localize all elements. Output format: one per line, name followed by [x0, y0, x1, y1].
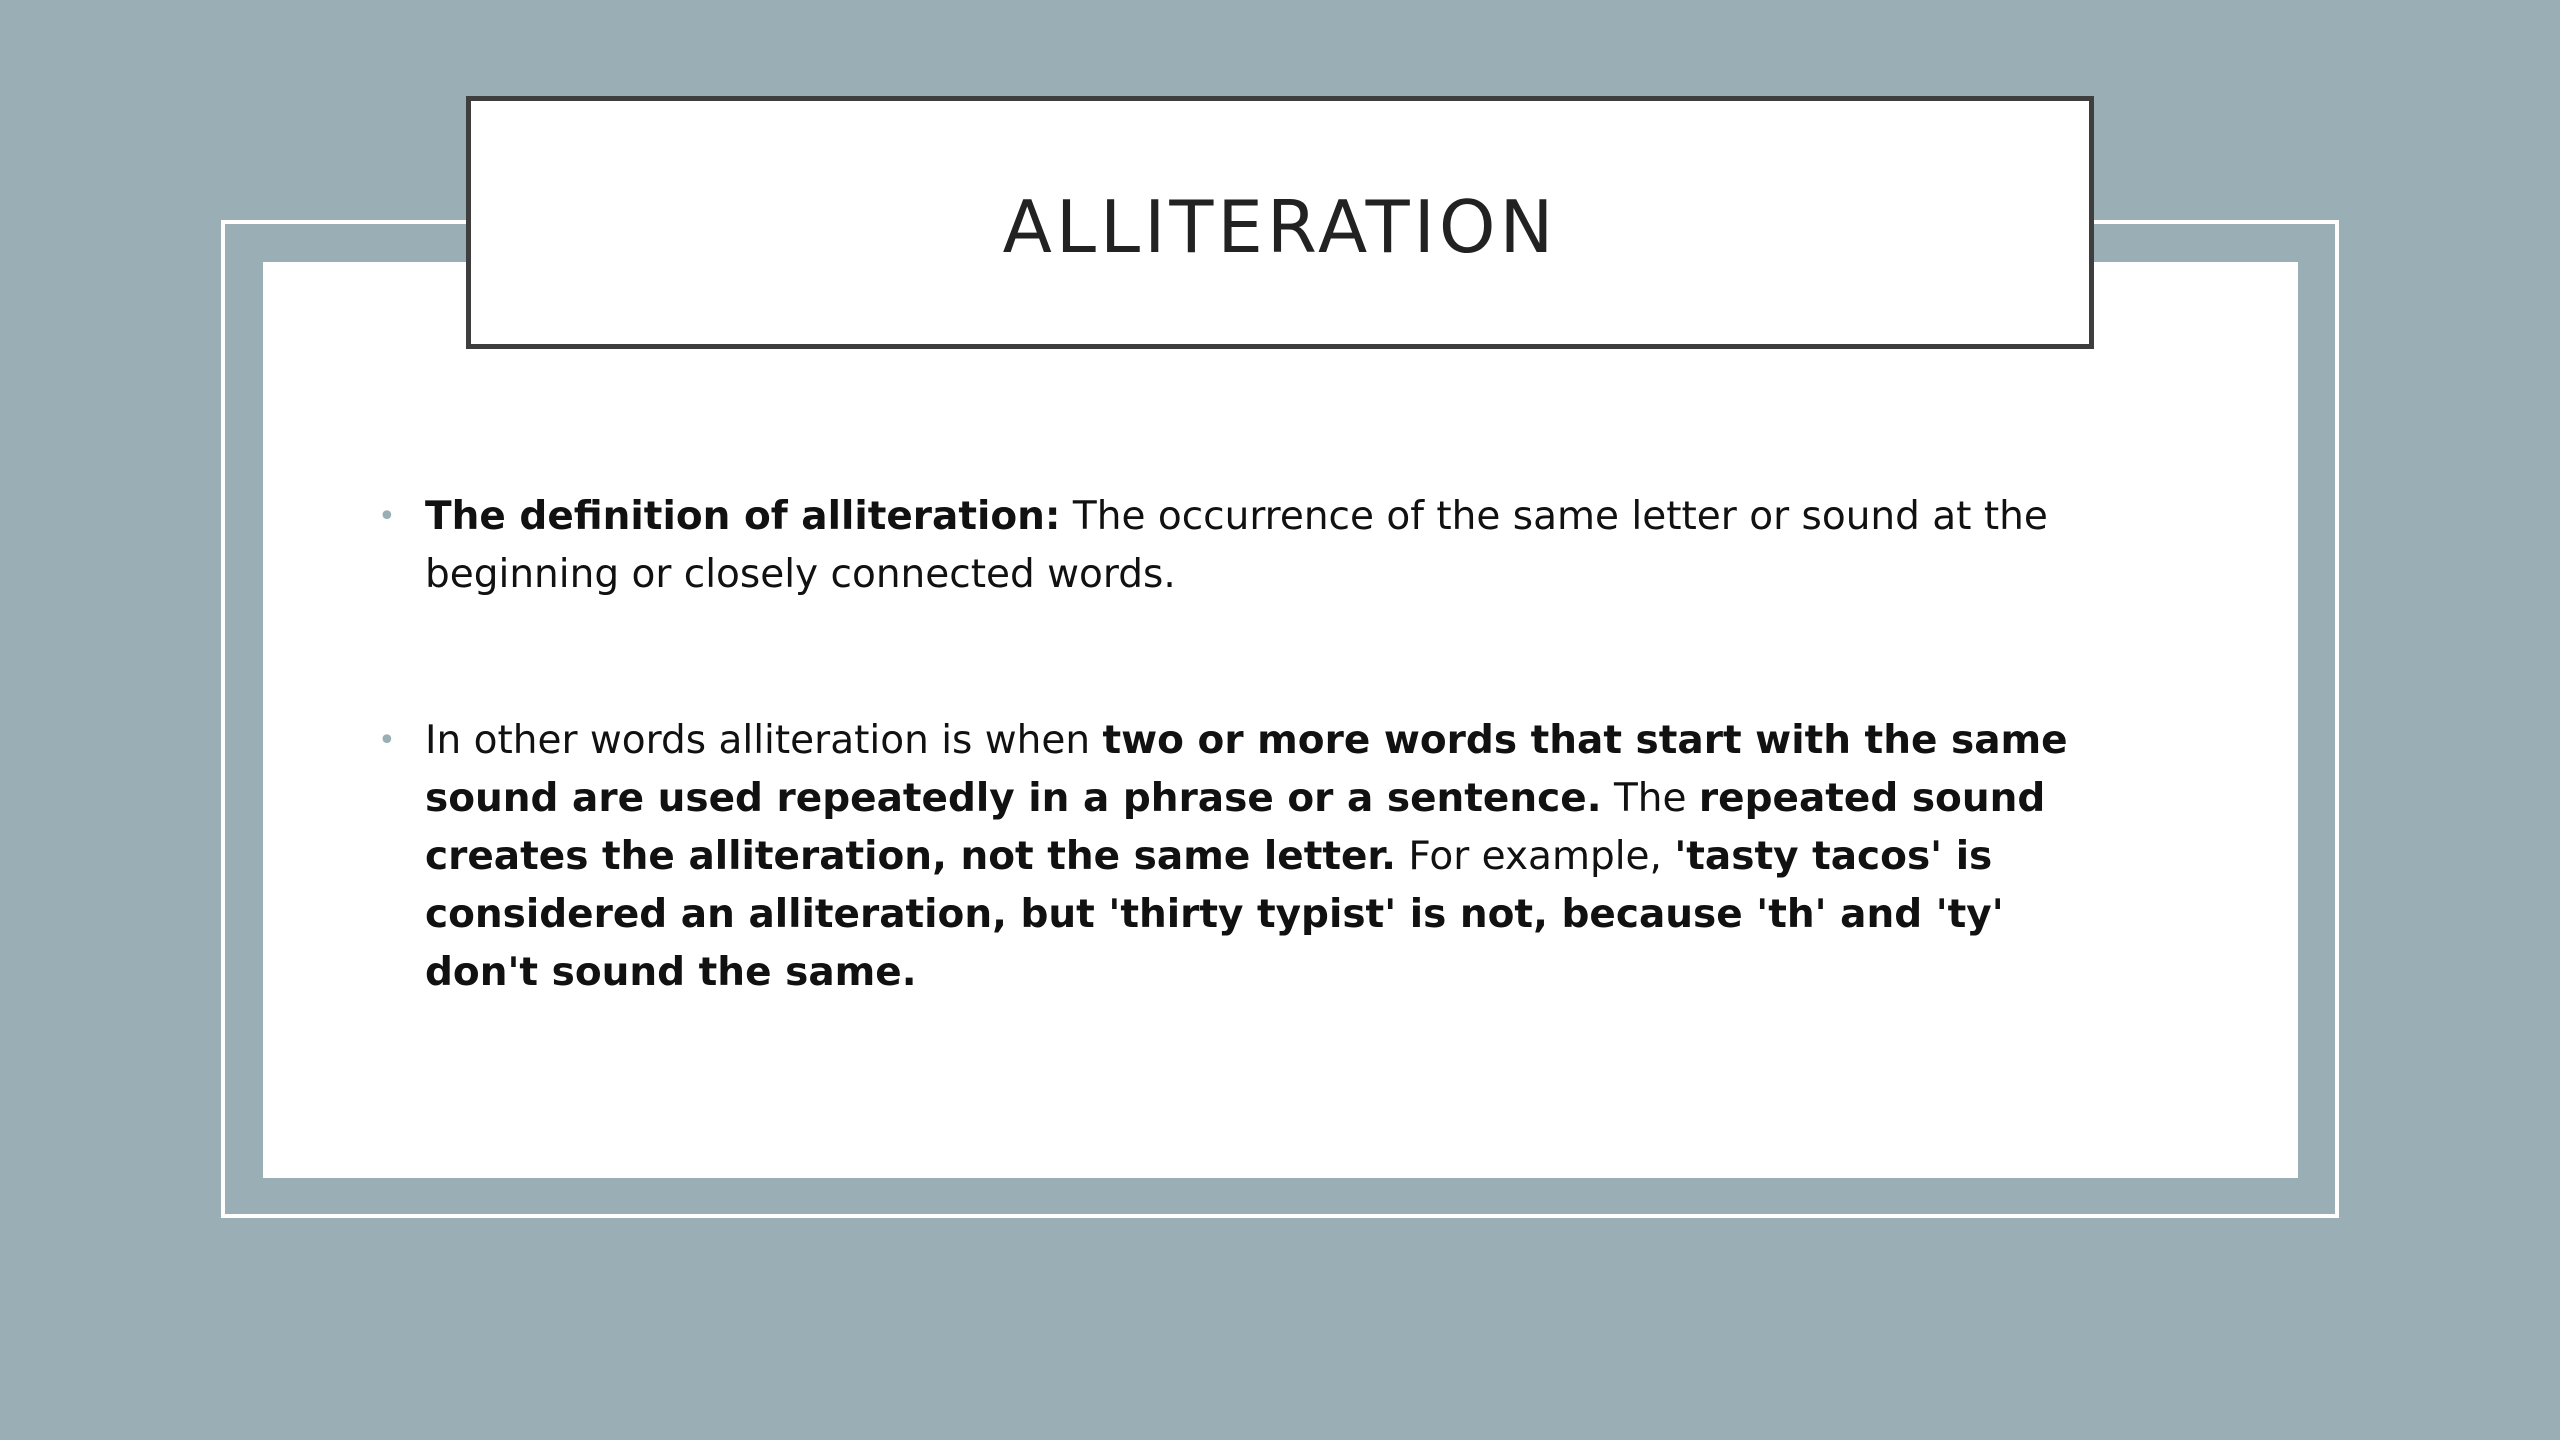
bullet-text-segment: In other words alliteration is when	[425, 718, 1103, 763]
slide-title: ALLITERATION	[1002, 184, 1558, 269]
bullet-text-segment: repeated sound creates the alliteration, not the same letter.	[425, 776, 2046, 879]
bullet-dot-icon: •	[378, 499, 396, 534]
bullet-dot-icon: •	[378, 723, 396, 758]
bullet-text-segment: The occurrence of the same letter or sound at the beginning or closely connected words.	[425, 494, 2048, 597]
bullet-text-segment: 'tasty tacos' is considered an alliteration, but 'thirty typist' is not, because 'th' and 'ty' don't sound the same.	[425, 834, 2004, 995]
bullet-list	[368, 488, 2128, 1002]
bullet-item-definition	[368, 488, 2128, 604]
bullet-text-segment: The definition of alliteration:	[425, 494, 1061, 539]
bullet-item-explanation	[368, 712, 2128, 1002]
bullet-text-segment: For example,	[1395, 834, 1675, 879]
bullet-text-segment: The	[1601, 776, 1699, 821]
title-box	[466, 96, 2094, 349]
bullet-text-segment: two or more words that start with the same sound are used repeatedly in a phrase or a sentence.	[425, 718, 2068, 821]
